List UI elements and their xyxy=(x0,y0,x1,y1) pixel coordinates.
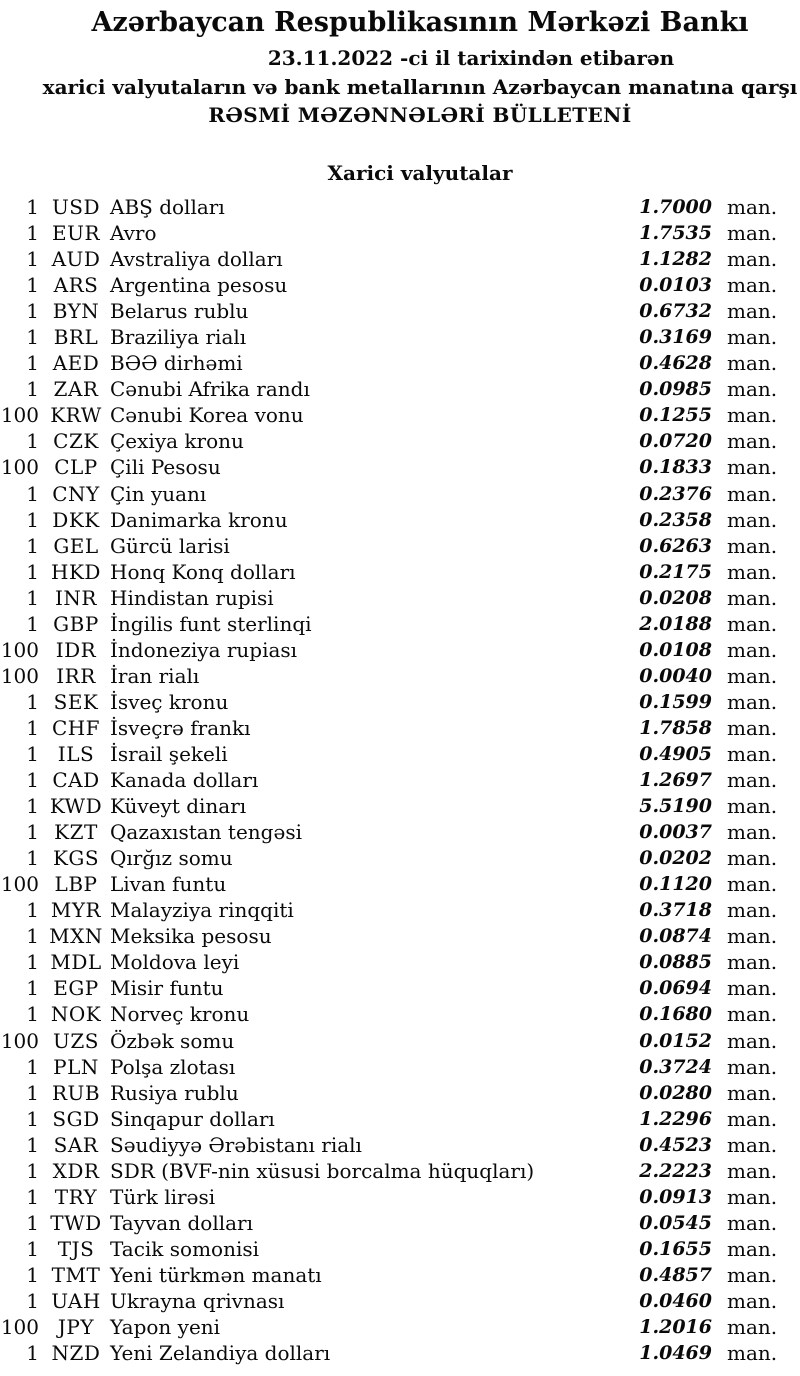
currency-name: Səudiyyə Ərəbistanı rialı xyxy=(110,1132,362,1157)
rate-value: 5.5190 xyxy=(639,795,712,818)
rate-row xyxy=(0,1184,800,1210)
currency-code: BRL xyxy=(53,325,99,350)
quantity-value: 1 xyxy=(26,1132,39,1157)
quantity-value: 100 xyxy=(0,637,39,662)
rate-value: 2.0188 xyxy=(639,612,712,635)
currency-name: İngilis funt sterlinqi xyxy=(110,611,312,636)
manat-unit-label: man. xyxy=(727,1028,778,1053)
currency-code: CAD xyxy=(52,768,100,793)
currency-code: NZD xyxy=(51,1341,101,1366)
quantity-value: 1 xyxy=(26,1236,39,1261)
currency-name: Tayvan dolları xyxy=(110,1210,253,1235)
currency-name: Küveyt dinarı xyxy=(110,794,247,819)
currency-code: KWD xyxy=(49,794,103,819)
manat-unit-label: man. xyxy=(727,325,778,350)
currency-name: Çili Pesosu xyxy=(110,455,221,480)
rate-value: 0.6263 xyxy=(639,534,712,557)
rate-row xyxy=(0,715,800,741)
currency-code: RUB xyxy=(51,1080,101,1105)
quantity-value: 1 xyxy=(26,741,39,766)
manat-unit-label: man. xyxy=(727,195,778,219)
currency-code: USD xyxy=(51,195,101,219)
manat-unit-label: man. xyxy=(727,1106,778,1131)
manat-unit-label: man. xyxy=(727,403,778,428)
currency-name: Yeni Zelandiya dolları xyxy=(110,1341,331,1366)
manat-unit-label: man. xyxy=(727,1210,778,1235)
manat-unit-label: man. xyxy=(727,377,778,402)
quantity-value: 1 xyxy=(26,1054,39,1079)
rate-value: 0.3169 xyxy=(639,326,712,349)
rate-value: 0.1120 xyxy=(639,873,712,896)
rate-row xyxy=(0,481,800,507)
rate-value: 0.4523 xyxy=(639,1133,712,1156)
rate-value: 0.0152 xyxy=(639,1029,712,1052)
rate-value: 1.1282 xyxy=(639,248,712,271)
currency-code: BYN xyxy=(52,299,100,324)
bank-name-title: Azərbaycan Respublikasının Mərkəzi Bankı xyxy=(91,7,749,38)
rate-value: 0.0202 xyxy=(639,847,712,870)
currency-name: İran rialı xyxy=(110,663,200,688)
rate-row xyxy=(0,350,800,376)
quantity-value: 1 xyxy=(26,1288,39,1313)
currency-code: EUR xyxy=(51,221,100,246)
quantity-value: 1 xyxy=(26,533,39,558)
manat-unit-label: man. xyxy=(727,559,778,584)
currency-code: CZK xyxy=(53,429,99,454)
manat-unit-label: man. xyxy=(727,585,778,610)
quantity-value: 1 xyxy=(26,429,39,454)
currency-code: AUD xyxy=(51,247,101,272)
currency-name: Özbək somu xyxy=(110,1028,235,1053)
rate-row xyxy=(0,246,800,272)
rate-row xyxy=(0,949,800,975)
quantity-value: 100 xyxy=(0,455,39,480)
currency-name: Malayziya rinqqiti xyxy=(110,898,294,923)
quantity-value: 1 xyxy=(26,794,39,819)
currency-code: TJS xyxy=(57,1236,95,1261)
currency-name: Cənubi Afrika randı xyxy=(110,377,310,402)
rate-row xyxy=(0,1028,800,1054)
manat-unit-label: man. xyxy=(727,299,778,324)
currency-name: Çexiya kronu xyxy=(110,429,244,454)
manat-unit-label: man. xyxy=(727,976,778,1001)
currency-code: SAR xyxy=(53,1132,99,1157)
quantity-value: 1 xyxy=(26,351,39,376)
manat-unit-label: man. xyxy=(727,820,778,845)
currency-code: IDR xyxy=(55,637,97,662)
rate-row xyxy=(0,507,800,533)
currency-name: Livan funtu xyxy=(110,872,227,897)
quantity-value: 1 xyxy=(26,273,39,298)
bulletin-header xyxy=(0,0,800,128)
currency-code: CLP xyxy=(54,455,98,480)
currency-name: ABŞ dolları xyxy=(110,195,225,219)
rate-value: 0.0874 xyxy=(639,925,712,948)
manat-unit-label: man. xyxy=(727,1054,778,1079)
rate-value: 0.0208 xyxy=(639,586,712,609)
rate-row xyxy=(0,1106,800,1132)
manat-unit-label: man. xyxy=(727,689,778,714)
rate-value: 0.0985 xyxy=(639,378,712,401)
currency-code: IRR xyxy=(56,663,96,688)
quantity-value: 1 xyxy=(26,1210,39,1235)
rate-value: 0.3724 xyxy=(639,1055,712,1078)
rate-value: 0.0280 xyxy=(639,1081,712,1104)
currency-code: PLN xyxy=(53,1054,99,1079)
rate-value: 1.7000 xyxy=(639,196,712,218)
rate-value: 0.1599 xyxy=(639,690,712,713)
rate-value: 0.0545 xyxy=(639,1211,712,1234)
currency-name: Yeni türkmən manatı xyxy=(110,1262,322,1287)
quantity-value: 1 xyxy=(26,768,39,793)
rate-value: 0.2376 xyxy=(639,482,712,505)
rate-row xyxy=(0,871,800,897)
manat-unit-label: man. xyxy=(727,507,778,532)
quantity-value: 1 xyxy=(26,481,39,506)
rate-value: 1.7858 xyxy=(639,716,712,739)
manat-unit-label: man. xyxy=(727,1080,778,1105)
rate-row xyxy=(0,1340,800,1366)
rate-value: 0.2358 xyxy=(639,508,712,531)
currency-name: İsrail şekeli xyxy=(110,741,228,766)
quantity-value: 1 xyxy=(26,1262,39,1287)
rate-row xyxy=(0,533,800,559)
rate-value: 0.0913 xyxy=(639,1185,712,1208)
manat-unit-label: man. xyxy=(727,872,778,897)
quantity-value: 1 xyxy=(26,195,39,219)
currency-code: ILS xyxy=(57,741,95,766)
rates-table xyxy=(0,194,800,1366)
rate-row xyxy=(0,689,800,715)
currency-code: KZT xyxy=(54,820,98,845)
currency-name: Türk lirəsi xyxy=(110,1184,216,1209)
currency-name: Danimarka kronu xyxy=(110,507,288,532)
rate-value: 0.1680 xyxy=(639,1003,712,1026)
currency-code: JPY xyxy=(57,1315,95,1340)
rate-row xyxy=(0,637,800,663)
currency-name: Ukrayna qrivnası xyxy=(110,1288,285,1313)
rate-row xyxy=(0,1158,800,1184)
manat-unit-label: man. xyxy=(727,273,778,298)
manat-unit-label: man. xyxy=(727,950,778,975)
rate-row xyxy=(0,1236,800,1262)
quantity-value: 1 xyxy=(26,299,39,324)
rate-row xyxy=(0,1288,800,1314)
rate-value: 1.2016 xyxy=(639,1316,712,1339)
currency-name: Moldova leyi xyxy=(110,950,240,975)
currency-name: Kanada dolları xyxy=(110,768,259,793)
currency-code: HKD xyxy=(51,559,101,584)
quantity-value: 1 xyxy=(26,1184,39,1209)
currency-name: Honq Konq dolları xyxy=(110,559,296,584)
rate-row xyxy=(0,402,800,428)
rate-row xyxy=(0,819,800,845)
quantity-value: 1 xyxy=(26,611,39,636)
rate-value: 0.0694 xyxy=(639,977,712,1000)
quantity-value: 1 xyxy=(26,1158,39,1183)
manat-unit-label: man. xyxy=(727,741,778,766)
currency-name: SDR (BVF-nin xüsusi borcalma hüquqları) xyxy=(110,1158,535,1183)
currency-name: Rusiya rublu xyxy=(110,1080,239,1105)
currency-code: TWD xyxy=(50,1210,102,1235)
rate-row xyxy=(0,298,800,324)
currency-name: Tacik somonisi xyxy=(110,1236,260,1261)
quantity-value: 100 xyxy=(0,1315,39,1340)
currency-code: CNY xyxy=(52,481,100,506)
manat-unit-label: man. xyxy=(727,481,778,506)
manat-unit-label: man. xyxy=(727,533,778,558)
currency-code: XDR xyxy=(52,1158,100,1183)
currency-name: Braziliya rialı xyxy=(110,325,247,350)
bulletin-title: RƏSMİ MƏZƏNNƏLƏRİ BÜLLETENİ xyxy=(208,103,632,127)
rate-row xyxy=(0,194,800,220)
quantity-value: 100 xyxy=(0,403,39,428)
quantity-value: 1 xyxy=(26,1106,39,1131)
quantity-value: 1 xyxy=(26,820,39,845)
rate-row xyxy=(0,1262,800,1288)
currency-code: KGS xyxy=(52,846,100,871)
effective-date-line: 23.11.2022 -ci il tarixindən etibarən xyxy=(267,46,675,70)
rate-value: 0.0040 xyxy=(639,664,712,687)
manat-unit-label: man. xyxy=(727,611,778,636)
rate-row xyxy=(0,663,800,689)
rate-value: 1.2697 xyxy=(639,769,712,792)
currency-name: Qırğız somu xyxy=(110,846,233,871)
currency-code: LBP xyxy=(54,872,98,897)
currency-code: SEK xyxy=(53,689,99,714)
rate-row xyxy=(0,975,800,1001)
manat-unit-label: man. xyxy=(727,924,778,949)
rate-row xyxy=(0,767,800,793)
manat-unit-label: man. xyxy=(727,1236,778,1261)
manat-unit-label: man. xyxy=(727,221,778,246)
rate-value: 0.4628 xyxy=(639,352,712,375)
rate-row xyxy=(0,1132,800,1158)
manat-unit-label: man. xyxy=(727,794,778,819)
scope-line: xarici valyutaların və bank metallarının Azərbaycan manatına qarşı xyxy=(42,75,798,99)
manat-unit-label: man. xyxy=(727,846,778,871)
currency-code: UZS xyxy=(53,1028,99,1053)
rate-value: 0.0103 xyxy=(639,274,712,297)
rate-row xyxy=(0,559,800,585)
rate-row xyxy=(0,611,800,637)
rate-row xyxy=(0,1314,800,1340)
currency-code: AED xyxy=(52,351,100,376)
rate-value: 1.0469 xyxy=(639,1342,712,1365)
rate-row xyxy=(0,1210,800,1236)
currency-code: DKK xyxy=(52,507,100,532)
quantity-value: 1 xyxy=(26,325,39,350)
rate-row xyxy=(0,897,800,923)
currency-code: ARS xyxy=(53,273,99,298)
quantity-value: 100 xyxy=(0,1028,39,1053)
quantity-value: 1 xyxy=(26,1080,39,1105)
rate-row xyxy=(0,220,800,246)
currency-code: EGP xyxy=(53,976,99,1001)
rate-row xyxy=(0,741,800,767)
currency-code: INR xyxy=(55,585,97,610)
currency-name: Çin yuanı xyxy=(110,481,207,506)
rate-value: 1.7535 xyxy=(639,222,712,245)
manat-unit-label: man. xyxy=(727,663,778,688)
quantity-value: 1 xyxy=(26,898,39,923)
rate-value: 0.2175 xyxy=(639,560,712,583)
currency-code: GBP xyxy=(53,611,99,636)
rate-value: 2.2223 xyxy=(639,1159,712,1182)
rate-value: 0.0037 xyxy=(639,821,712,844)
manat-unit-label: man. xyxy=(727,429,778,454)
currency-code: NOK xyxy=(50,1002,102,1027)
rate-row xyxy=(0,1080,800,1106)
rate-value: 1.2296 xyxy=(639,1107,712,1130)
rate-value: 0.1655 xyxy=(639,1237,712,1260)
currency-name: Misir funtu xyxy=(110,976,224,1001)
rate-row xyxy=(0,376,800,402)
rate-value: 0.1833 xyxy=(639,456,712,479)
quantity-value: 1 xyxy=(26,950,39,975)
rate-value: 0.1255 xyxy=(639,404,712,427)
currency-name: Meksika pesosu xyxy=(110,924,272,949)
quantity-value: 100 xyxy=(0,872,39,897)
manat-unit-label: man. xyxy=(727,1132,778,1157)
rate-row xyxy=(0,1054,800,1080)
currency-name: Cənubi Korea vonu xyxy=(110,403,304,428)
currency-name: Belarus rublu xyxy=(110,299,249,324)
quantity-value: 1 xyxy=(26,976,39,1001)
manat-unit-label: man. xyxy=(727,637,778,662)
quantity-value: 1 xyxy=(26,559,39,584)
currency-code: ZAR xyxy=(53,377,99,402)
rate-row xyxy=(0,1001,800,1027)
currency-code: TRY xyxy=(54,1184,98,1209)
currency-name: İndoneziya rupiası xyxy=(110,637,298,662)
manat-unit-label: man. xyxy=(727,351,778,376)
currency-name: Yapon yeni xyxy=(110,1315,221,1340)
quantity-value: 1 xyxy=(26,1002,39,1027)
rate-row xyxy=(0,845,800,871)
currency-name: Avstraliya dolları xyxy=(110,247,283,272)
rate-value: 0.0885 xyxy=(639,951,712,974)
manat-unit-label: man. xyxy=(727,1158,778,1183)
currency-name: Polşa zlotası xyxy=(110,1054,236,1079)
rate-value: 0.0460 xyxy=(639,1289,712,1312)
quantity-value: 100 xyxy=(0,663,39,688)
rate-row xyxy=(0,793,800,819)
rate-row xyxy=(0,923,800,949)
rate-row xyxy=(0,454,800,480)
quantity-value: 1 xyxy=(26,846,39,871)
quantity-value: 1 xyxy=(26,247,39,272)
manat-unit-label: man. xyxy=(727,1341,778,1366)
currency-name: Hindistan rupisi xyxy=(110,585,274,610)
manat-unit-label: man. xyxy=(727,768,778,793)
manat-unit-label: man. xyxy=(727,1288,778,1313)
manat-unit-label: man. xyxy=(727,1002,778,1027)
rate-value: 0.4905 xyxy=(639,742,712,765)
manat-unit-label: man. xyxy=(727,1262,778,1287)
manat-unit-label: man. xyxy=(727,898,778,923)
currency-name: Qazaxıstan tengəsi xyxy=(110,820,302,845)
rate-value: 0.0720 xyxy=(639,430,712,453)
currency-name: Argentina pesosu xyxy=(110,273,288,298)
currency-name: Norveç kronu xyxy=(110,1002,250,1027)
currency-name: İsveç kronu xyxy=(110,689,229,714)
quantity-value: 1 xyxy=(26,715,39,740)
quantity-value: 1 xyxy=(26,924,39,949)
currency-name: Gürcü larisi xyxy=(110,533,230,558)
currency-code: MYR xyxy=(50,898,102,923)
section-title-foreign-currencies: Xarici valyutalar xyxy=(327,161,513,185)
currency-code: UAH xyxy=(51,1288,101,1313)
manat-unit-label: man. xyxy=(727,715,778,740)
rate-row xyxy=(0,324,800,350)
quantity-value: 1 xyxy=(26,585,39,610)
currency-code: TMT xyxy=(51,1262,101,1287)
rate-value: 0.3718 xyxy=(639,899,712,922)
currency-code: CHF xyxy=(51,715,101,740)
quantity-value: 1 xyxy=(26,507,39,532)
manat-unit-label: man. xyxy=(727,1184,778,1209)
currency-code: SGD xyxy=(52,1106,100,1131)
quantity-value: 1 xyxy=(26,221,39,246)
currency-name: İsveçrə frankı xyxy=(110,715,251,740)
currency-code: KRW xyxy=(50,403,102,428)
rate-row xyxy=(0,428,800,454)
manat-unit-label: man. xyxy=(727,247,778,272)
rate-row xyxy=(0,585,800,611)
rate-row xyxy=(0,272,800,298)
manat-unit-label: man. xyxy=(727,455,778,480)
currency-code: MDL xyxy=(50,950,102,975)
currency-code: GEL xyxy=(53,533,99,558)
quantity-value: 1 xyxy=(26,689,39,714)
rate-value: 0.4857 xyxy=(639,1263,712,1286)
rate-value: 0.6732 xyxy=(639,300,712,323)
quantity-value: 1 xyxy=(26,377,39,402)
currency-code: MXN xyxy=(49,924,103,949)
currency-name: BƏƏ dirhəmi xyxy=(110,351,243,376)
currency-name: Sinqapur dolları xyxy=(110,1106,275,1131)
currency-name: Avro xyxy=(110,221,157,246)
manat-unit-label: man. xyxy=(727,1315,778,1340)
rate-value: 0.0108 xyxy=(639,638,712,661)
quantity-value: 1 xyxy=(26,1341,39,1366)
